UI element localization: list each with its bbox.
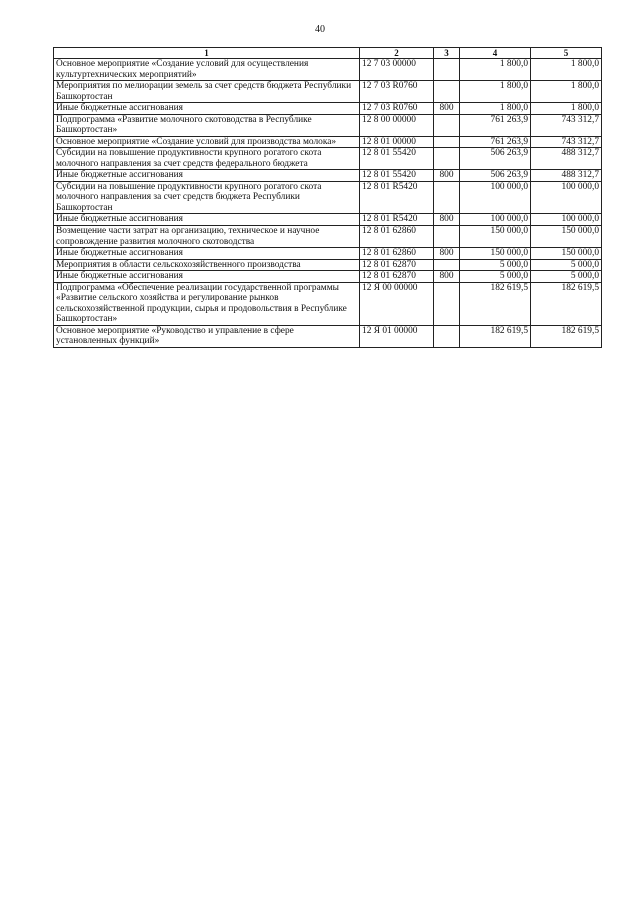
row-expense-type: 800 (434, 248, 460, 260)
row-code: 12 7 03 R0760 (360, 103, 434, 115)
row-code: 12 8 01 62860 (360, 248, 434, 260)
row-expense-type (434, 114, 460, 136)
row-name: Подпрограмма «Обеспечение реализации государственной программы «Развитие сельского хозяйства и регулирование рынков сельскохозяйственной продукции, сырья и продовольствия в Республике Башкортостан» (54, 282, 360, 325)
row-code: 12 8 01 55420 (360, 148, 434, 170)
table-row (54, 214, 602, 226)
row-name: Иные бюджетные ассигнования (54, 214, 360, 226)
row-expense-type: 800 (434, 170, 460, 182)
row-code: 12 7 03 R0760 (360, 81, 434, 103)
row-amount-1: 100 000,0 (460, 214, 531, 226)
row-expense-type (434, 325, 460, 347)
table-body (54, 59, 602, 348)
table-row (54, 103, 602, 115)
row-amount-2: 488 312,7 (531, 148, 602, 170)
row-name: Субсидии на повышение продуктивности крупного рогатого скота молочного направления за счет средств бюджета Республики Башкортостан (54, 181, 360, 214)
row-amount-2: 1 800,0 (531, 81, 602, 103)
row-name: Возмещение части затрат на организацию, техническое и научное сопровождение развития молочного скотоводства (54, 225, 360, 247)
row-expense-type: 800 (434, 214, 460, 226)
row-amount-2: 182 619,5 (531, 282, 602, 325)
row-amount-2: 100 000,0 (531, 214, 602, 226)
row-amount-2: 150 000,0 (531, 248, 602, 260)
row-code: 12 8 01 62870 (360, 271, 434, 283)
row-code: 12 Я 00 00000 (360, 282, 434, 325)
row-amount-2: 150 000,0 (531, 225, 602, 247)
row-name: Иные бюджетные ассигнования (54, 248, 360, 260)
header-col-2: 2 (360, 48, 434, 59)
table-row (54, 325, 602, 347)
row-code: 12 8 01 R5420 (360, 181, 434, 214)
table-row (54, 225, 602, 247)
row-name: Мероприятия по мелиорации земель за счет средств бюджета Республики Башкортостан (54, 81, 360, 103)
table-row (54, 170, 602, 182)
row-expense-type: 800 (434, 271, 460, 283)
row-amount-1: 1 800,0 (460, 59, 531, 81)
row-amount-1: 761 263,9 (460, 114, 531, 136)
table-row (54, 148, 602, 170)
header-row (54, 48, 602, 59)
row-amount-2: 5 000,0 (531, 259, 602, 271)
table-row (54, 282, 602, 325)
row-code: 12 8 01 00000 (360, 136, 434, 148)
header-col-4: 4 (460, 48, 531, 59)
row-amount-1: 1 800,0 (460, 81, 531, 103)
row-expense-type (434, 81, 460, 103)
row-name: Основное мероприятие «Руководство и управление в сфере установленных функций» (54, 325, 360, 347)
row-amount-1: 150 000,0 (460, 225, 531, 247)
row-expense-type (434, 225, 460, 247)
row-amount-1: 5 000,0 (460, 259, 531, 271)
row-amount-1: 1 800,0 (460, 103, 531, 115)
table-row (54, 59, 602, 81)
row-expense-type: 800 (434, 103, 460, 115)
row-code: 12 8 01 R5420 (360, 214, 434, 226)
row-amount-2: 182 619,5 (531, 325, 602, 347)
row-amount-2: 743 312,7 (531, 114, 602, 136)
row-amount-2: 5 000,0 (531, 271, 602, 283)
row-amount-2: 100 000,0 (531, 181, 602, 214)
row-name: Основное мероприятие «Создание условий для осуществления культуртехнических мероприятий» (54, 59, 360, 81)
table-row (54, 136, 602, 148)
row-amount-1: 761 263,9 (460, 136, 531, 148)
table-row (54, 181, 602, 214)
budget-table (53, 47, 602, 348)
row-expense-type (434, 259, 460, 271)
row-name: Подпрограмма «Развитие молочного скотоводства в Республике Башкортостан» (54, 114, 360, 136)
row-name: Иные бюджетные ассигнования (54, 170, 360, 182)
row-code: 12 8 01 62870 (360, 259, 434, 271)
row-code: 12 Я 01 00000 (360, 325, 434, 347)
row-amount-2: 1 800,0 (531, 103, 602, 115)
row-amount-2: 488 312,7 (531, 170, 602, 182)
table-row (54, 114, 602, 136)
header-col-3: 3 (434, 48, 460, 59)
row-amount-1: 506 263,9 (460, 148, 531, 170)
row-amount-1: 5 000,0 (460, 271, 531, 283)
row-expense-type (434, 181, 460, 214)
row-code: 12 8 01 62860 (360, 225, 434, 247)
row-name: Иные бюджетные ассигнования (54, 103, 360, 115)
row-code: 12 7 03 00000 (360, 59, 434, 81)
table-row (54, 248, 602, 260)
row-expense-type (434, 136, 460, 148)
table-row (54, 259, 602, 271)
row-expense-type (434, 282, 460, 325)
row-amount-1: 150 000,0 (460, 248, 531, 260)
table-header (54, 48, 602, 59)
row-code: 12 8 00 00000 (360, 114, 434, 136)
table-row (54, 81, 602, 103)
header-col-1: 1 (54, 48, 360, 59)
row-name: Мероприятия в области сельскохозяйственного производства (54, 259, 360, 271)
row-name: Основное мероприятие «Создание условий для производства молока» (54, 136, 360, 148)
header-col-5: 5 (531, 48, 602, 59)
row-amount-2: 1 800,0 (531, 59, 602, 81)
row-amount-1: 506 263,9 (460, 170, 531, 182)
row-amount-1: 100 000,0 (460, 181, 531, 214)
row-name: Субсидии на повышение продуктивности крупного рогатого скота молочного направления за счет средств федерального бюджета (54, 148, 360, 170)
table-row (54, 271, 602, 283)
row-name: Иные бюджетные ассигнования (54, 271, 360, 283)
row-code: 12 8 01 55420 (360, 170, 434, 182)
row-amount-1: 182 619,5 (460, 325, 531, 347)
page-number: 40 (315, 24, 325, 35)
row-amount-1: 182 619,5 (460, 282, 531, 325)
row-expense-type (434, 59, 460, 81)
row-amount-2: 743 312,7 (531, 136, 602, 148)
row-expense-type (434, 148, 460, 170)
